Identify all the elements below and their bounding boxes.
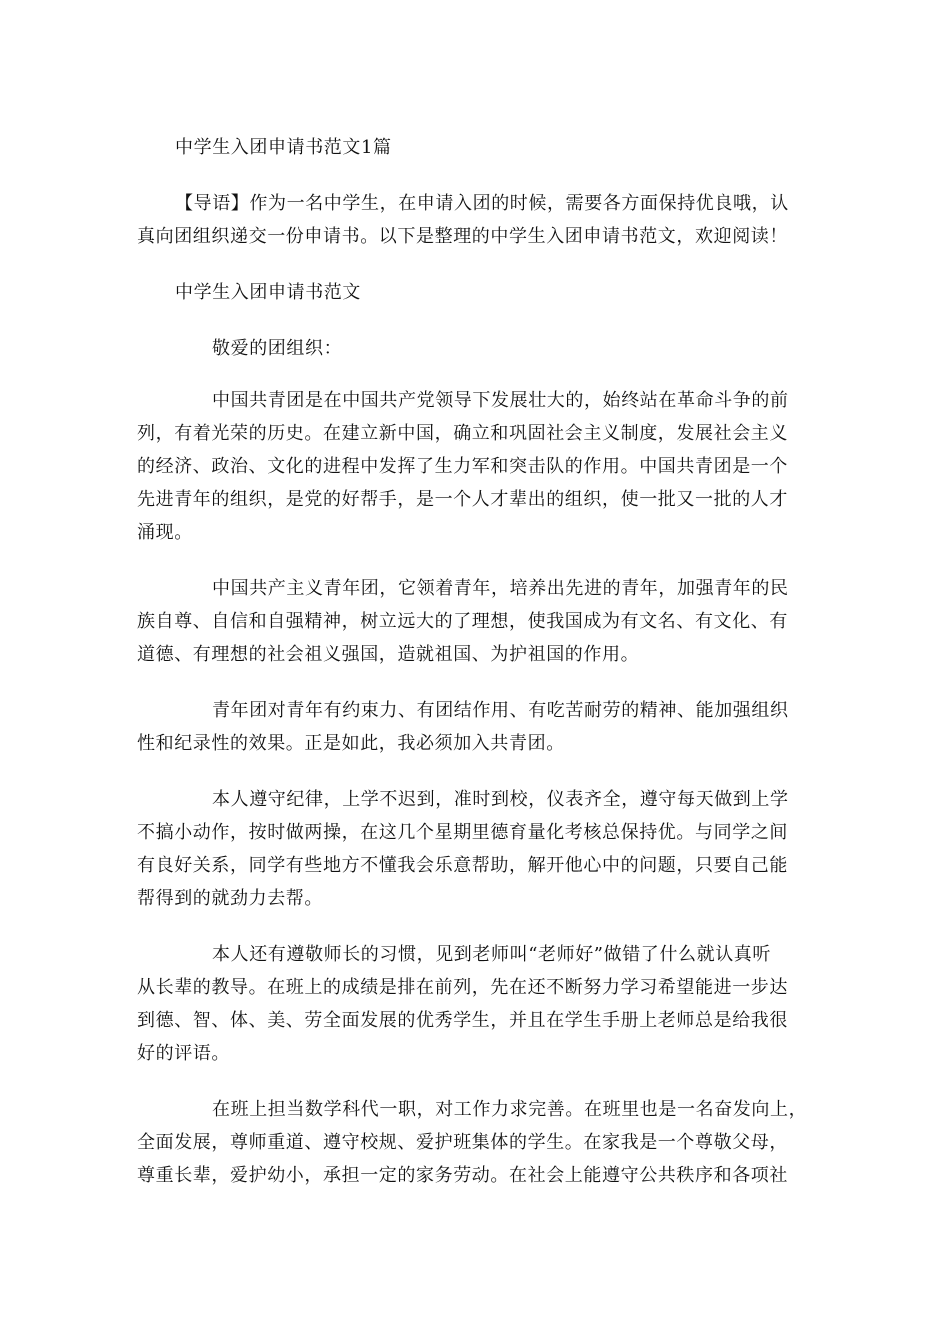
paragraph-line: 族自尊、自信和自强精神，树立远大的了理想，使我国成为有文名、有文化、有 (137, 611, 788, 632)
paragraph-line: 本人还有遵敬师长的习惯，见到老师叫“老师好”做错了什么就认真听 (212, 944, 772, 965)
salutation: 敬爱的团组织： (212, 338, 343, 359)
paragraph-line: 帮得到的就劲力去帮。 (137, 888, 323, 909)
paragraph-line: 尊重长辈，爱护幼小，承担一定的家务劳动。在社会上能遵守公共秩序和各项社 (137, 1165, 788, 1186)
paragraph-line: 全面发展，尊师重道、遵守校规、爱护班集体的学生。在家我是一个尊敬父母， (137, 1132, 788, 1153)
paragraph-line: 不搞小动作，按时做两操，在这几个星期里德育量化考核总保持优。与同学之间 (137, 822, 788, 843)
paragraph-line: 在班上担当数学科代一职，对工作力求完善。在班里也是一名奋发向上， (212, 1099, 808, 1120)
paragraph-line: 好的评语。 (137, 1043, 230, 1064)
paragraph-line: 中国共青团是在中国共产党领导下发展壮大的，始终站在革命斗争的前 (212, 390, 789, 411)
document-subtitle: 中学生入团申请书范文 (175, 282, 361, 303)
paragraph-line: 列，有着光荣的历史。在建立新中国，确立和巩固社会主义制度，发展社会主义 (137, 423, 788, 444)
paragraph-line: 先进青年的组织，是党的好帮手，是一个人才辈出的组织，使一批又一批的人才 (137, 489, 788, 510)
paragraph-line: 中国共产主义青年团，它领着青年，培养出先进的青年，加强青年的民 (212, 578, 789, 599)
intro-line: 【导语】作为一名中学生，在申请入团的时候，需要各方面保持优良哦，认 (175, 193, 789, 214)
paragraph-line: 道德、有理想的社会祖义强国，造就祖国、为护祖国的作用。 (137, 644, 640, 665)
paragraph-line: 性和纪录性的效果。正是如此，我必须加入共青团。 (137, 733, 565, 754)
paragraph-line: 本人遵守纪律，上学不迟到，准时到校，仪表齐全，遵守每天做到上学 (212, 789, 789, 810)
paragraph-line: 青年团对青年有约束力、有团结作用、有吃苦耐劳的精神、能加强组织 (212, 700, 789, 721)
paragraph-line: 的经济、政治、文化的进程中发挥了生力军和突击队的作用。中国共青团是一个 (137, 456, 788, 477)
paragraph-line: 到德、智、体、美、劳全面发展的优秀学生，并且在学生手册上老师总是给我很 (137, 1010, 788, 1031)
paragraph-line: 有良好关系，同学有些地方不懂我会乐意帮助，解开他心中的问题，只要自己能 (137, 855, 788, 876)
paragraph-line: 从长辈的教导。在班上的成绩是排在前列，先在还不断努力学习希望能进一步达 (137, 977, 788, 998)
paragraph-line: 涌现。 (137, 522, 193, 543)
intro-line: 真向团组织递交一份申请书。以下是整理的中学生入团申请书范文，欢迎阅读！ (137, 226, 788, 247)
document-title: 中学生入团申请书范文1篇 (175, 137, 392, 158)
